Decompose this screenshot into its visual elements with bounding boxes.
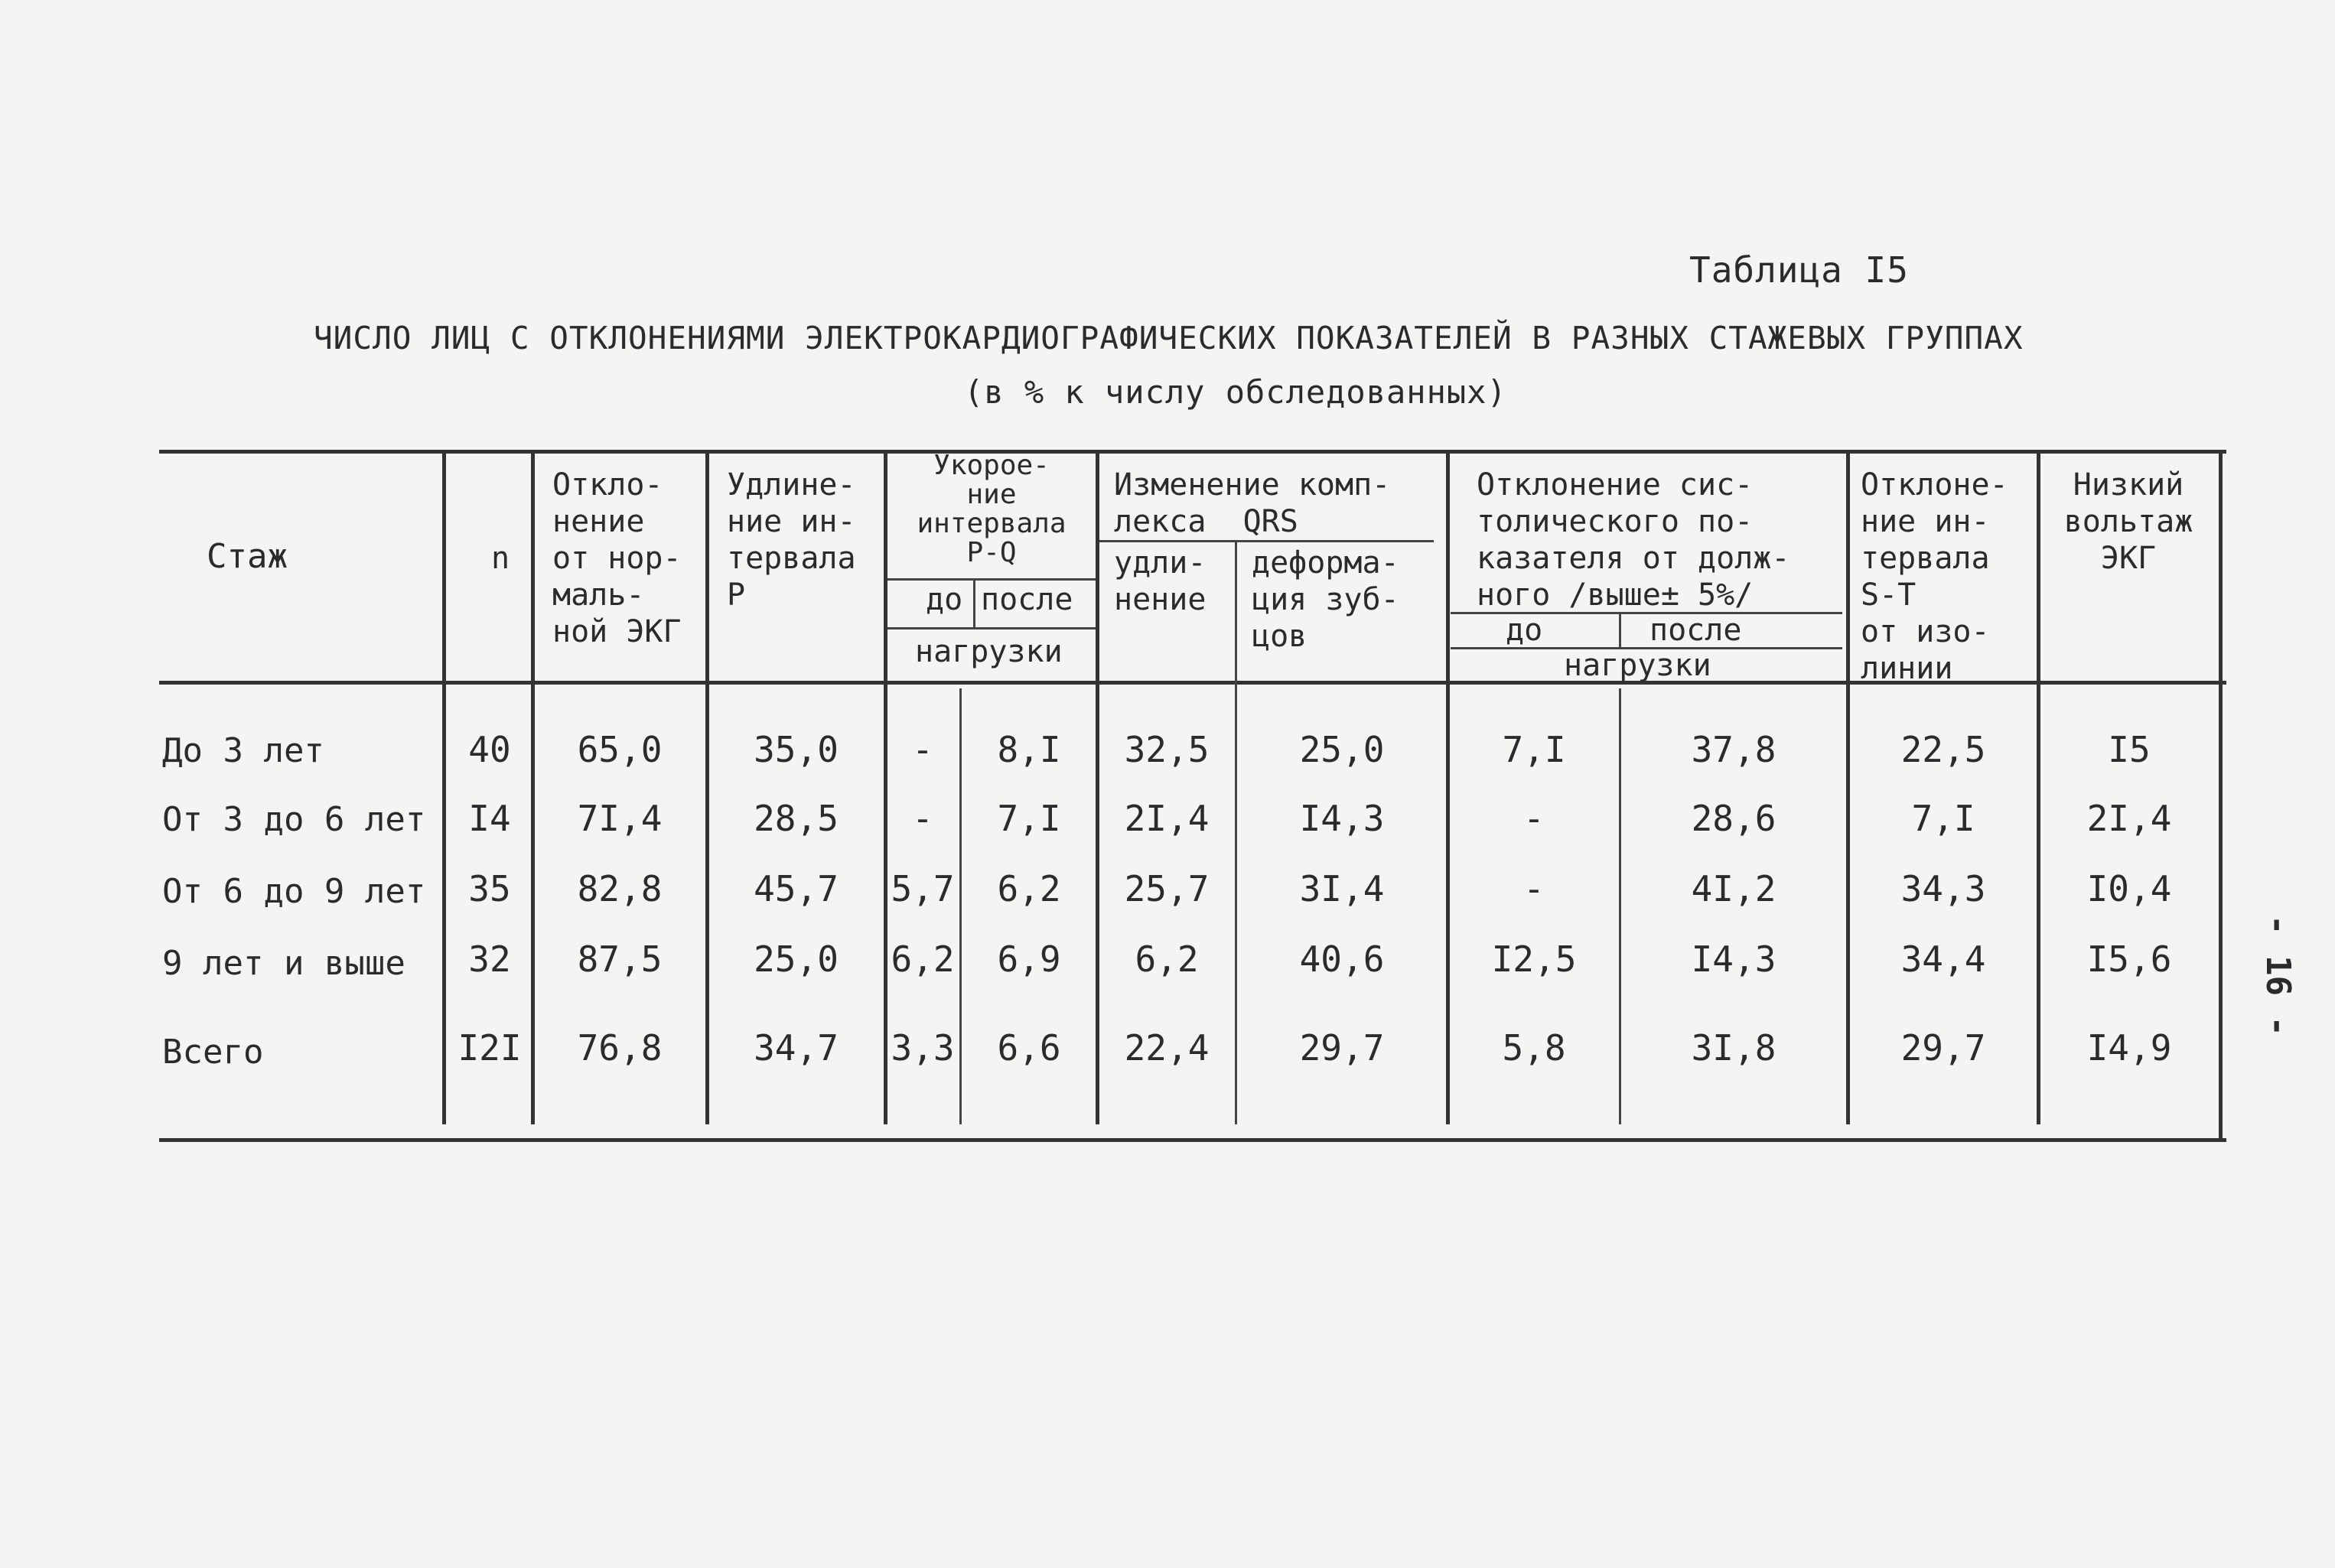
col-divider-pq xyxy=(1096,451,1099,1124)
table-cell: I5,6 xyxy=(2086,939,2172,980)
table-cell: 5,8 xyxy=(1502,1027,1566,1069)
header-n: n xyxy=(491,541,510,576)
table-cell: 25,7 xyxy=(1124,868,1210,909)
table-cell: 65,0 xyxy=(577,729,663,770)
header-pq-before: до xyxy=(926,582,963,617)
col-divider-c2 xyxy=(884,451,887,1124)
table-cell: I0,4 xyxy=(2086,868,2172,909)
header-qrs-change: Изменение комп- лекса QRS xyxy=(1114,467,1391,539)
row-label-5: Всего xyxy=(162,1033,264,1072)
header-sys-after: после xyxy=(1649,613,1742,648)
table-cell: 4I,2 xyxy=(1691,868,1776,909)
header-qrs-lengthening: удли- нение xyxy=(1114,545,1207,617)
table-cell: 32 xyxy=(468,939,511,980)
table-cell: 25,0 xyxy=(1299,729,1385,770)
table-cell: 7,I xyxy=(997,798,1061,839)
header-pq-after: после xyxy=(981,582,1073,617)
table-cell: 5,7 xyxy=(891,868,955,909)
table-cell: 45,7 xyxy=(754,868,839,909)
col-divider-c1 xyxy=(705,451,709,1124)
table-cell: 6,2 xyxy=(891,939,955,980)
header-lengthening-p: Удлине- ние ин- тервала P xyxy=(727,467,856,613)
table-cell: 34,4 xyxy=(1900,939,1986,980)
table-cell: 22,5 xyxy=(1900,729,1986,770)
table-title: ЧИСЛО ЛИЦ С ОТКЛОНЕНИЯМИ ЭЛЕКТРОКАРДИОГРАФИЧЕСКИХ ПОКАЗАТЕЛЕЙ В РАЗНЫХ СТАЖЕВЫХ ГРУППАХ xyxy=(314,320,2024,356)
header-low-voltage: Низкий вольтаж ЭКГ xyxy=(2063,467,2193,576)
table-cell: 6,9 xyxy=(997,939,1061,980)
table-cell: 3I,4 xyxy=(1299,868,1385,909)
col-divider-sys xyxy=(1846,451,1850,1124)
header-systolic: Отклонение сис- толического по- казателя от долж- ного /выше± 5%/ xyxy=(1477,467,1790,613)
header-shortening-pq: Укорое- ние интервала P-Q xyxy=(917,450,1067,568)
table-cell: 82,8 xyxy=(577,868,663,909)
sys-body-split-line xyxy=(1619,688,1621,1124)
table-cell: 76,8 xyxy=(577,1027,663,1069)
table-cell: 28,6 xyxy=(1691,798,1776,839)
table-cell: 6,6 xyxy=(997,1027,1061,1069)
pq-subheader-line xyxy=(887,578,1096,581)
table-cell: 40,6 xyxy=(1299,939,1385,980)
header-deviation-normal: Откло- нение от нор- маль- ной ЭКГ xyxy=(552,467,682,649)
header-st-deviation: Отклоне- ние ин- тервала S-T от изо- линии xyxy=(1861,467,2008,686)
table-cell: 35,0 xyxy=(754,729,839,770)
table-cell: 7,I xyxy=(1911,798,1975,839)
col-divider-n xyxy=(531,451,535,1124)
table-cell: 3I,8 xyxy=(1691,1027,1776,1069)
pq-split-line xyxy=(973,580,975,627)
sys-split-line xyxy=(1619,612,1621,647)
table-cell: I4,9 xyxy=(2086,1027,2172,1069)
table-cell: 28,5 xyxy=(754,798,839,839)
table-bottom-border xyxy=(159,1138,2226,1142)
qrs-split-line xyxy=(1235,542,1237,1124)
row-label-2: От 3 до 6 лет xyxy=(162,800,426,839)
table-cell: 6,2 xyxy=(1135,939,1199,980)
header-qrs-deformation: деформа- ция зуб- цов xyxy=(1252,545,1399,654)
table-cell: 6,2 xyxy=(997,868,1061,909)
row-label-3: От 6 до 9 лет xyxy=(162,872,426,911)
table-cell: I4 xyxy=(468,798,511,839)
table-top-border xyxy=(159,450,2226,454)
table-cell: I2I xyxy=(458,1027,522,1069)
table-cell: 37,8 xyxy=(1691,729,1776,770)
header-stazh: Стаж xyxy=(207,537,288,576)
table-cell: I2,5 xyxy=(1491,939,1577,980)
table-caption: Таблица I5 xyxy=(1689,249,1909,291)
table-subtitle: (в % к числу обследованных) xyxy=(964,373,1507,411)
row-label-1: До 3 лет xyxy=(162,731,324,770)
table-cell: 29,7 xyxy=(1299,1027,1385,1069)
pq-load-line xyxy=(887,627,1096,629)
row-label-4: 9 лет и выше xyxy=(162,944,405,983)
table-cell: I4,3 xyxy=(1691,939,1776,980)
col-divider-qrs xyxy=(1446,451,1450,1124)
table-cell: 29,7 xyxy=(1900,1027,1986,1069)
table-cell: 34,3 xyxy=(1900,868,1986,909)
table-cell: 34,7 xyxy=(754,1027,839,1069)
table-cell: - xyxy=(1523,868,1545,909)
table-cell: 3,3 xyxy=(891,1027,955,1069)
col-divider-stazh xyxy=(442,451,446,1124)
table-cell: 35 xyxy=(468,868,511,909)
table-cell: 32,5 xyxy=(1124,729,1210,770)
table-cell: 7I,4 xyxy=(577,798,663,839)
page-number: - 16 - xyxy=(2258,915,2298,1036)
table-cell: I4,3 xyxy=(1299,798,1385,839)
header-sys-load: нагрузки xyxy=(1564,648,1711,683)
table-cell: 22,4 xyxy=(1124,1027,1210,1069)
table-right-border xyxy=(2219,451,2223,1140)
table-cell: 2I,4 xyxy=(1124,798,1210,839)
table-cell: 87,5 xyxy=(577,939,663,980)
header-pq-load: нагрузки xyxy=(915,634,1063,669)
table-cell: - xyxy=(912,729,933,770)
table-cell: 7,I xyxy=(1502,729,1566,770)
table-cell: 40 xyxy=(468,729,511,770)
table-cell: 2I,4 xyxy=(2086,798,2172,839)
qrs-subheader-line xyxy=(1099,540,1434,542)
table-cell: I5 xyxy=(2108,729,2151,770)
table-cell: - xyxy=(912,798,933,839)
header-sys-before: до xyxy=(1506,613,1543,648)
pq-body-split-line xyxy=(959,688,962,1124)
table-cell: - xyxy=(1523,798,1545,839)
table-cell: 8,I xyxy=(997,729,1061,770)
table-cell: 25,0 xyxy=(754,939,839,980)
